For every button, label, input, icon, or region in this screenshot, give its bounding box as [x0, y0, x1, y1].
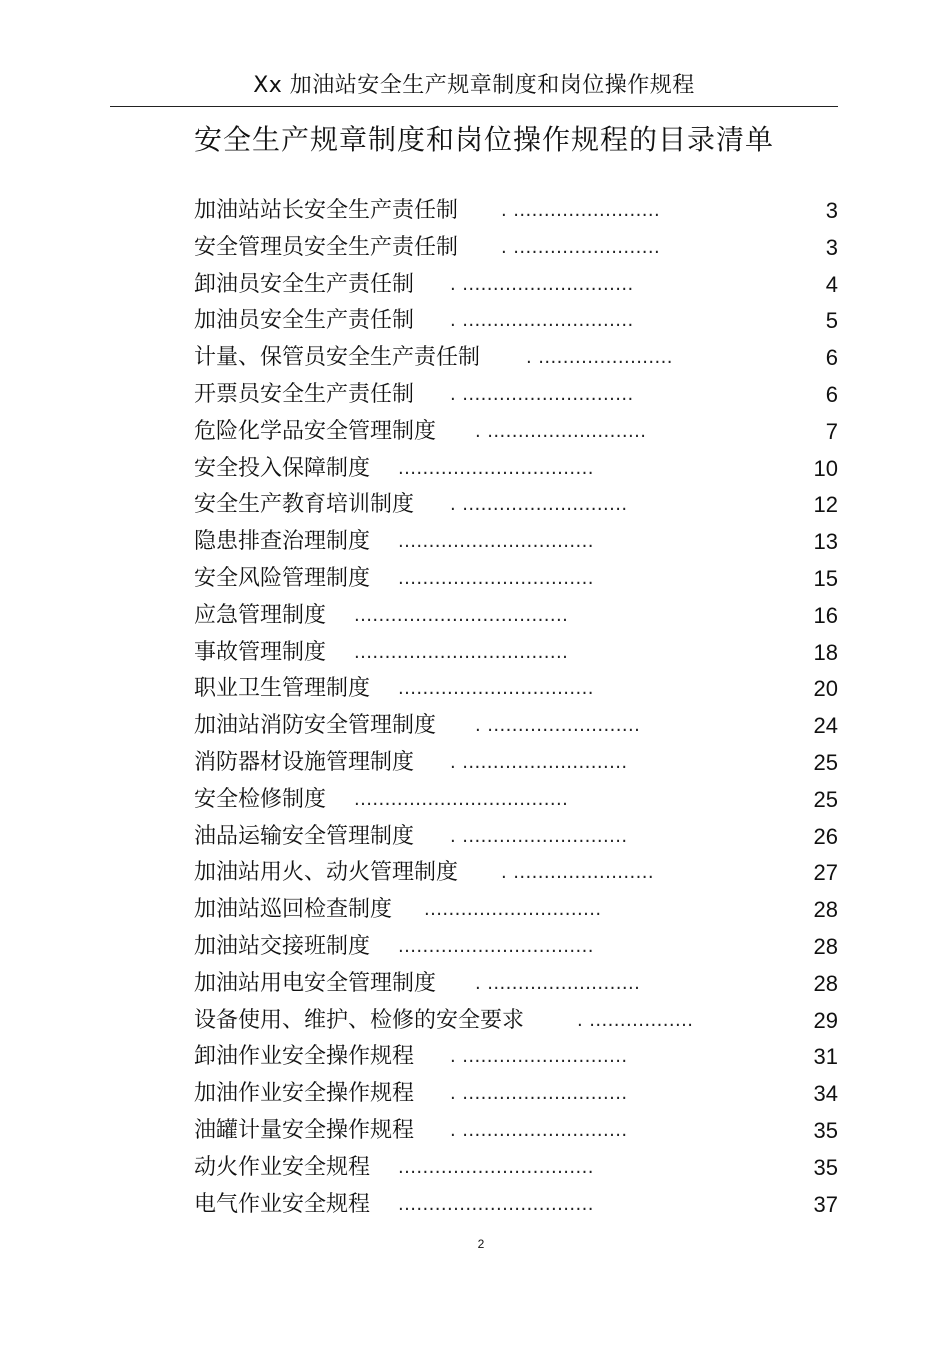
toc-entry-page: 6	[825, 345, 838, 371]
toc-entry-leader: . ...........................	[450, 1119, 628, 1141]
toc-entry-leader: . .........................	[475, 972, 641, 994]
toc-entry	[194, 1076, 838, 1113]
toc-entry-leader: . ............................	[450, 310, 634, 332]
toc-entry-leader: . .........................	[475, 715, 641, 737]
header-rule	[110, 106, 838, 107]
toc-entry-label: 加油站站长安全生产责任制	[194, 198, 459, 223]
toc-entry-page: 3	[825, 198, 838, 223]
toc-entry-leader: .............................	[424, 899, 602, 921]
toc-entry-leader: ...................................	[354, 641, 569, 663]
toc-entry-page: 4	[825, 271, 838, 297]
toc-entry-label: 计量、保管员安全生产责任制	[194, 345, 481, 371]
toc-entry-page: 26	[813, 823, 838, 849]
toc-entry	[194, 1150, 838, 1187]
toc-entry-label: 开票员安全生产责任制	[194, 381, 415, 407]
toc-entry-label: 动火作业安全规程	[194, 1154, 371, 1180]
toc-entry-label: 加油站用电安全管理制度	[194, 970, 437, 996]
toc-entry-page: 24	[813, 713, 838, 739]
toc-entry-page: 28	[813, 897, 838, 923]
toc-entry-label: 事故管理制度	[194, 639, 327, 665]
toc-entry-label: 危险化学品安全管理制度	[194, 418, 437, 444]
toc-entry-leader: . ......................	[526, 347, 673, 369]
toc-entry-page: 28	[813, 933, 838, 959]
toc-entry-label: 加油站用火、动火管理制度	[194, 860, 459, 886]
toc-entry-label: 油罐计量安全操作规程	[194, 1117, 415, 1143]
toc-entry-leader: ................................	[398, 531, 594, 553]
toc-entry-page: 16	[813, 602, 838, 628]
toc-entry-leader: ...................................	[354, 604, 569, 626]
toc-title: 安全生产规章制度和岗位操作规程的目录清单	[194, 123, 775, 156]
table-of-contents	[194, 193, 838, 1223]
toc-entry-label: 加油站巡回检查制度	[194, 897, 393, 923]
toc-entry-label: 安全检修制度	[194, 786, 327, 812]
toc-entry	[194, 1039, 838, 1076]
toc-entry-leader: ................................	[398, 457, 594, 479]
toc-entry	[194, 561, 838, 598]
toc-entry	[194, 267, 838, 304]
toc-entry-label: 加油员安全生产责任制	[194, 308, 415, 334]
toc-entry-page: 27	[813, 860, 838, 886]
toc-entry	[194, 414, 838, 451]
toc-entry-page: 7	[825, 418, 838, 444]
toc-entry	[194, 340, 838, 377]
toc-entry-leader: ...................................	[354, 788, 569, 810]
toc-entry-label: 安全投入保障制度	[194, 455, 371, 481]
toc-entry	[194, 745, 838, 782]
toc-entry	[194, 230, 838, 267]
toc-entry-page: 25	[813, 786, 838, 812]
toc-entry-label: 加油作业安全操作规程	[194, 1081, 415, 1107]
toc-entry	[194, 303, 838, 340]
toc-entry-page: 13	[813, 529, 838, 555]
toc-entry-page: 37	[813, 1191, 838, 1217]
toc-entry	[194, 892, 838, 929]
toc-entry-page: 28	[813, 970, 838, 996]
toc-entry-leader: . ...........................	[450, 825, 628, 847]
toc-entry	[194, 524, 838, 561]
toc-entry-label: 安全生产教育培训制度	[194, 492, 415, 518]
toc-entry-page: 31	[813, 1044, 838, 1070]
toc-entry-label: 应急管理制度	[194, 602, 327, 628]
toc-entry-leader: . ........................	[501, 236, 661, 258]
toc-entry	[194, 929, 838, 966]
toc-entry-label: 加油站消防安全管理制度	[194, 713, 437, 739]
toc-entry-leader: . ..........................	[475, 420, 647, 442]
toc-entry-label: 职业卫生管理制度	[194, 676, 371, 702]
toc-entry-label: 隐患排查治理制度	[194, 529, 371, 555]
toc-entry-page: 25	[813, 749, 838, 775]
toc-entry-leader: ................................	[398, 678, 594, 700]
toc-entry-page: 34	[813, 1081, 838, 1107]
toc-entry-label: 安全管理员安全生产责任制	[194, 234, 459, 260]
toc-entry-leader: ................................	[398, 935, 594, 957]
toc-entry-page: 3	[825, 234, 838, 260]
toc-entry	[194, 782, 838, 819]
toc-entry	[194, 451, 838, 488]
toc-entry-page: 20	[813, 676, 838, 702]
toc-entry-page: 12	[813, 492, 838, 518]
toc-entry-page: 18	[813, 639, 838, 665]
toc-entry	[194, 1003, 838, 1040]
toc-entry-label: 设备使用、维护、检修的安全要求	[194, 1007, 525, 1033]
toc-entry	[194, 635, 838, 672]
toc-entry	[194, 377, 838, 414]
toc-entry	[194, 671, 838, 708]
toc-entry-leader: ................................	[398, 1193, 594, 1215]
toc-entry-page: 10	[813, 455, 838, 481]
toc-entry	[194, 193, 838, 230]
toc-entry	[194, 855, 838, 892]
toc-entry	[194, 708, 838, 745]
toc-entry-leader: . ............................	[450, 383, 634, 405]
toc-entry-page: 15	[813, 565, 838, 591]
toc-entry-leader: ................................	[398, 567, 594, 589]
toc-entry-label: 安全风险管理制度	[194, 565, 371, 591]
toc-entry-label: 油品运输安全管理制度	[194, 823, 415, 849]
toc-entry-label: 加油站交接班制度	[194, 933, 371, 959]
toc-entry	[194, 487, 838, 524]
toc-entry-leader: ................................	[398, 1156, 594, 1178]
toc-entry-leader: . .................	[577, 1009, 694, 1031]
toc-entry	[194, 598, 838, 635]
toc-entry-page: 6	[825, 381, 838, 407]
toc-entry-page: 5	[825, 308, 838, 334]
toc-entry	[194, 1187, 838, 1224]
toc-entry	[194, 966, 838, 1003]
toc-entry-label: 卸油员安全生产责任制	[194, 271, 415, 297]
toc-entry-page: 29	[813, 1007, 838, 1033]
toc-entry-page: 35	[813, 1154, 838, 1180]
running-header: Xx 加油站安全生产规章制度和岗位操作规程	[253, 73, 695, 98]
toc-entry	[194, 819, 838, 856]
toc-entry-leader: . ...........................	[450, 1046, 628, 1068]
toc-entry-label: 电气作业安全规程	[194, 1191, 371, 1217]
toc-entry-leader: . ...........................	[450, 1083, 628, 1105]
toc-entry-leader: . ........................	[501, 200, 661, 221]
toc-entry	[194, 1113, 838, 1150]
toc-entry-leader: . ...........................	[450, 751, 628, 773]
toc-entry-label: 卸油作业安全操作规程	[194, 1044, 415, 1070]
toc-entry-leader: . ...........................	[450, 494, 628, 516]
toc-entry-leader: . .......................	[501, 862, 655, 884]
page-number: 2	[477, 1237, 485, 1251]
toc-entry-label: 消防器材设施管理制度	[194, 749, 415, 775]
toc-entry-leader: . ............................	[450, 273, 634, 295]
toc-entry-page: 35	[813, 1117, 838, 1143]
